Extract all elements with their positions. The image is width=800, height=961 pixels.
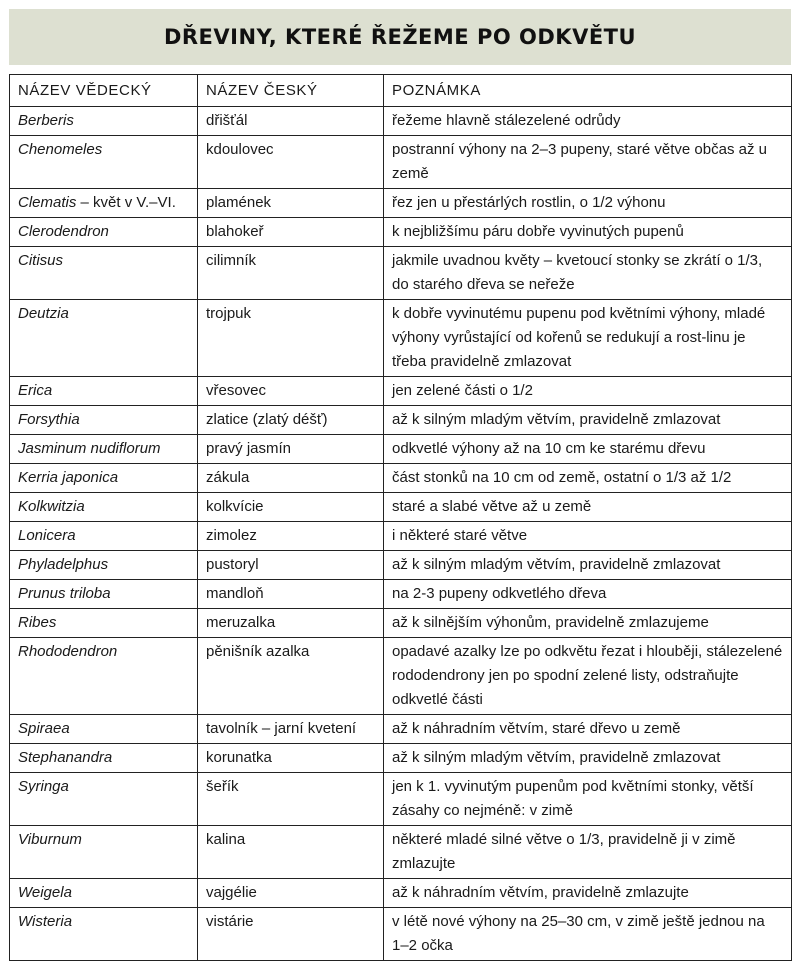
czech-name: korunatka — [198, 744, 384, 773]
scientific-name: Wisteria — [18, 913, 73, 930]
czech-name: cilimník — [198, 247, 384, 300]
scientific-name-cell — [10, 826, 198, 879]
table-row — [10, 580, 792, 609]
czech-name: mandloň — [198, 580, 384, 609]
table-row — [10, 300, 792, 377]
pruning-note: část stonků na 10 cm od země, ostatní o 1/3 až 1/2 — [384, 464, 792, 493]
scientific-name-cell — [10, 406, 198, 435]
scientific-name: Lonicera — [18, 527, 76, 544]
pruning-note: k nejbližšímu páru dobře vyvinutých pupenů — [384, 218, 792, 247]
pruning-note: až k silným mladým větvím, pravidelně zmlazovat — [384, 744, 792, 773]
pruning-note: v létě nové výhony na 25–30 cm, v zimě ještě jednou na 1–2 očka — [384, 908, 792, 961]
table-row — [10, 435, 792, 464]
scientific-name: Berberis — [18, 112, 74, 129]
scientific-name-cell — [10, 464, 198, 493]
header-czech-name: NÁZEV ČESKÝ — [198, 75, 384, 107]
header-scientific-name: NÁZEV VĚDECKÝ — [10, 75, 198, 107]
scientific-name-cell — [10, 879, 198, 908]
scientific-name: Phyladelphus — [18, 556, 109, 573]
czech-name: zlatice (zlatý déšť) — [198, 406, 384, 435]
czech-name: blahokeř — [198, 218, 384, 247]
scientific-name: Weigela — [18, 884, 72, 901]
czech-name: vajgélie — [198, 879, 384, 908]
scientific-name-cell — [10, 773, 198, 826]
scientific-name: Citisus — [18, 252, 64, 269]
czech-name: zimolez — [198, 522, 384, 551]
pruning-note: jen k 1. vyvinutým pupenům pod květními stonky, větší zásahy co nejméně: v zimě — [384, 773, 792, 826]
pruning-note: staré a slabé větve až u země — [384, 493, 792, 522]
table-row — [10, 826, 792, 879]
czech-name: dřišťál — [198, 107, 384, 136]
czech-name: kalina — [198, 826, 384, 879]
table-row — [10, 136, 792, 189]
scientific-name-cell — [10, 218, 198, 247]
pruning-note: až k náhradním větvím, pravidelně zmlazujte — [384, 879, 792, 908]
scientific-name-cell — [10, 908, 198, 961]
scientific-name-cell — [10, 300, 198, 377]
scientific-name-cell — [10, 638, 198, 715]
scientific-name: Stephanandra — [18, 749, 113, 766]
pruning-note: jen zelené části o 1/2 — [384, 377, 792, 406]
table-row — [10, 218, 792, 247]
scientific-name: Syringa — [18, 778, 69, 795]
czech-name: pěnišník azalka — [198, 638, 384, 715]
scientific-name-cell — [10, 609, 198, 638]
scientific-name-cell — [10, 107, 198, 136]
pruning-note: až k silnějším výhonům, pravidelně zmlazujeme — [384, 609, 792, 638]
scientific-name: Kerria japonica — [18, 469, 119, 486]
header-note: POZNÁMKA — [384, 75, 792, 107]
table-row — [10, 773, 792, 826]
scientific-name: Ribes — [18, 614, 57, 631]
page-title: DŘEVINY, KTERÉ ŘEŽEME PO ODKVĚTU — [163, 25, 637, 49]
czech-name: šeřík — [198, 773, 384, 826]
pruning-note: až k silným mladým větvím, pravidelně zmlazovat — [384, 551, 792, 580]
table-row — [10, 406, 792, 435]
czech-name: zákula — [198, 464, 384, 493]
scientific-name-cell — [10, 551, 198, 580]
scientific-name: Clerodendron — [18, 223, 109, 240]
table-row — [10, 744, 792, 773]
flowering-period-note: – květ v V.–VI. — [76, 194, 176, 211]
czech-name: kdoulovec — [198, 136, 384, 189]
scientific-name: Viburnum — [18, 831, 82, 848]
scientific-name: Chenomeles — [18, 141, 103, 158]
scientific-name: Erica — [18, 382, 53, 399]
pruning-note: řez jen u přestárlých rostlin, o 1/2 výhonu — [384, 189, 792, 218]
czech-name: trojpuk — [198, 300, 384, 377]
pruning-note: postranní výhony na 2–3 pupeny, staré větve občas až u země — [384, 136, 792, 189]
table-row — [10, 107, 792, 136]
table-row — [10, 247, 792, 300]
pruning-table — [9, 74, 792, 961]
scientific-name: Deutzia — [18, 305, 69, 322]
table-row — [10, 638, 792, 715]
table-row — [10, 879, 792, 908]
pruning-note: až k silným mladým větvím, pravidelně zmlazovat — [384, 406, 792, 435]
pruning-note: odkvetlé výhony až na 10 cm ke starému dřevu — [384, 435, 792, 464]
scientific-name: Kolkwitzia — [18, 498, 85, 515]
table-row — [10, 522, 792, 551]
czech-name: pustoryl — [198, 551, 384, 580]
table-body — [10, 107, 792, 961]
pruning-note: k dobře vyvinutému pupenu pod květními výhony, mladé výhony vyrůstající od kořenů se redukují a rost-linu je třeba pravidelně zmlazovat — [384, 300, 792, 377]
czech-name: plamének — [198, 189, 384, 218]
czech-name: vřesovec — [198, 377, 384, 406]
table-row — [10, 609, 792, 638]
scientific-name-cell — [10, 435, 198, 464]
scientific-name-cell — [10, 522, 198, 551]
scientific-name-cell — [10, 744, 198, 773]
scientific-name-cell — [10, 580, 198, 609]
scientific-name: Rhododendron — [18, 643, 118, 660]
scientific-name: Jasminum nudiflorum — [18, 440, 161, 457]
scientific-name-cell — [10, 493, 198, 522]
scientific-name-cell — [10, 136, 198, 189]
czech-name: meruzalka — [198, 609, 384, 638]
table-row — [10, 189, 792, 218]
table-row — [10, 377, 792, 406]
table-row — [10, 464, 792, 493]
scientific-name: Forsythia — [18, 411, 80, 428]
scientific-name-cell — [10, 377, 198, 406]
table-row — [10, 908, 792, 961]
pruning-note: opadavé azalky lze po odkvětu řezat i hlouběji, stálezelené rododendrony jen po spodní zelené listy, odstraňujte odkvetlé části — [384, 638, 792, 715]
title-banner — [9, 9, 791, 65]
table-row — [10, 493, 792, 522]
pruning-note: řežeme hlavně stálezelené odrůdy — [384, 107, 792, 136]
pruning-note: i některé staré větve — [384, 522, 792, 551]
scientific-name: Clematis — [18, 194, 77, 211]
scientific-name: Spiraea — [18, 720, 70, 737]
czech-name: pravý jasmín — [198, 435, 384, 464]
table-row — [10, 715, 792, 744]
scientific-name-cell — [10, 715, 198, 744]
pruning-note: některé mladé silné větve o 1/3, pravidelně ji v zimě zmlazujte — [384, 826, 792, 879]
scientific-name-cell — [10, 189, 198, 218]
pruning-note: až k náhradním větvím, staré dřevo u země — [384, 715, 792, 744]
pruning-note: jakmile uvadnou květy – kvetoucí stonky se zkrátí o 1/3, do starého dřeva se neřeže — [384, 247, 792, 300]
header-row — [10, 75, 792, 107]
czech-name: kolkvície — [198, 493, 384, 522]
table-row — [10, 551, 792, 580]
czech-name: tavolník – jarní kvetení — [198, 715, 384, 744]
scientific-name-cell — [10, 247, 198, 300]
scientific-name: Prunus triloba — [18, 585, 111, 602]
czech-name: vistárie — [198, 908, 384, 961]
pruning-note: na 2-3 pupeny odkvetlého dřeva — [384, 580, 792, 609]
